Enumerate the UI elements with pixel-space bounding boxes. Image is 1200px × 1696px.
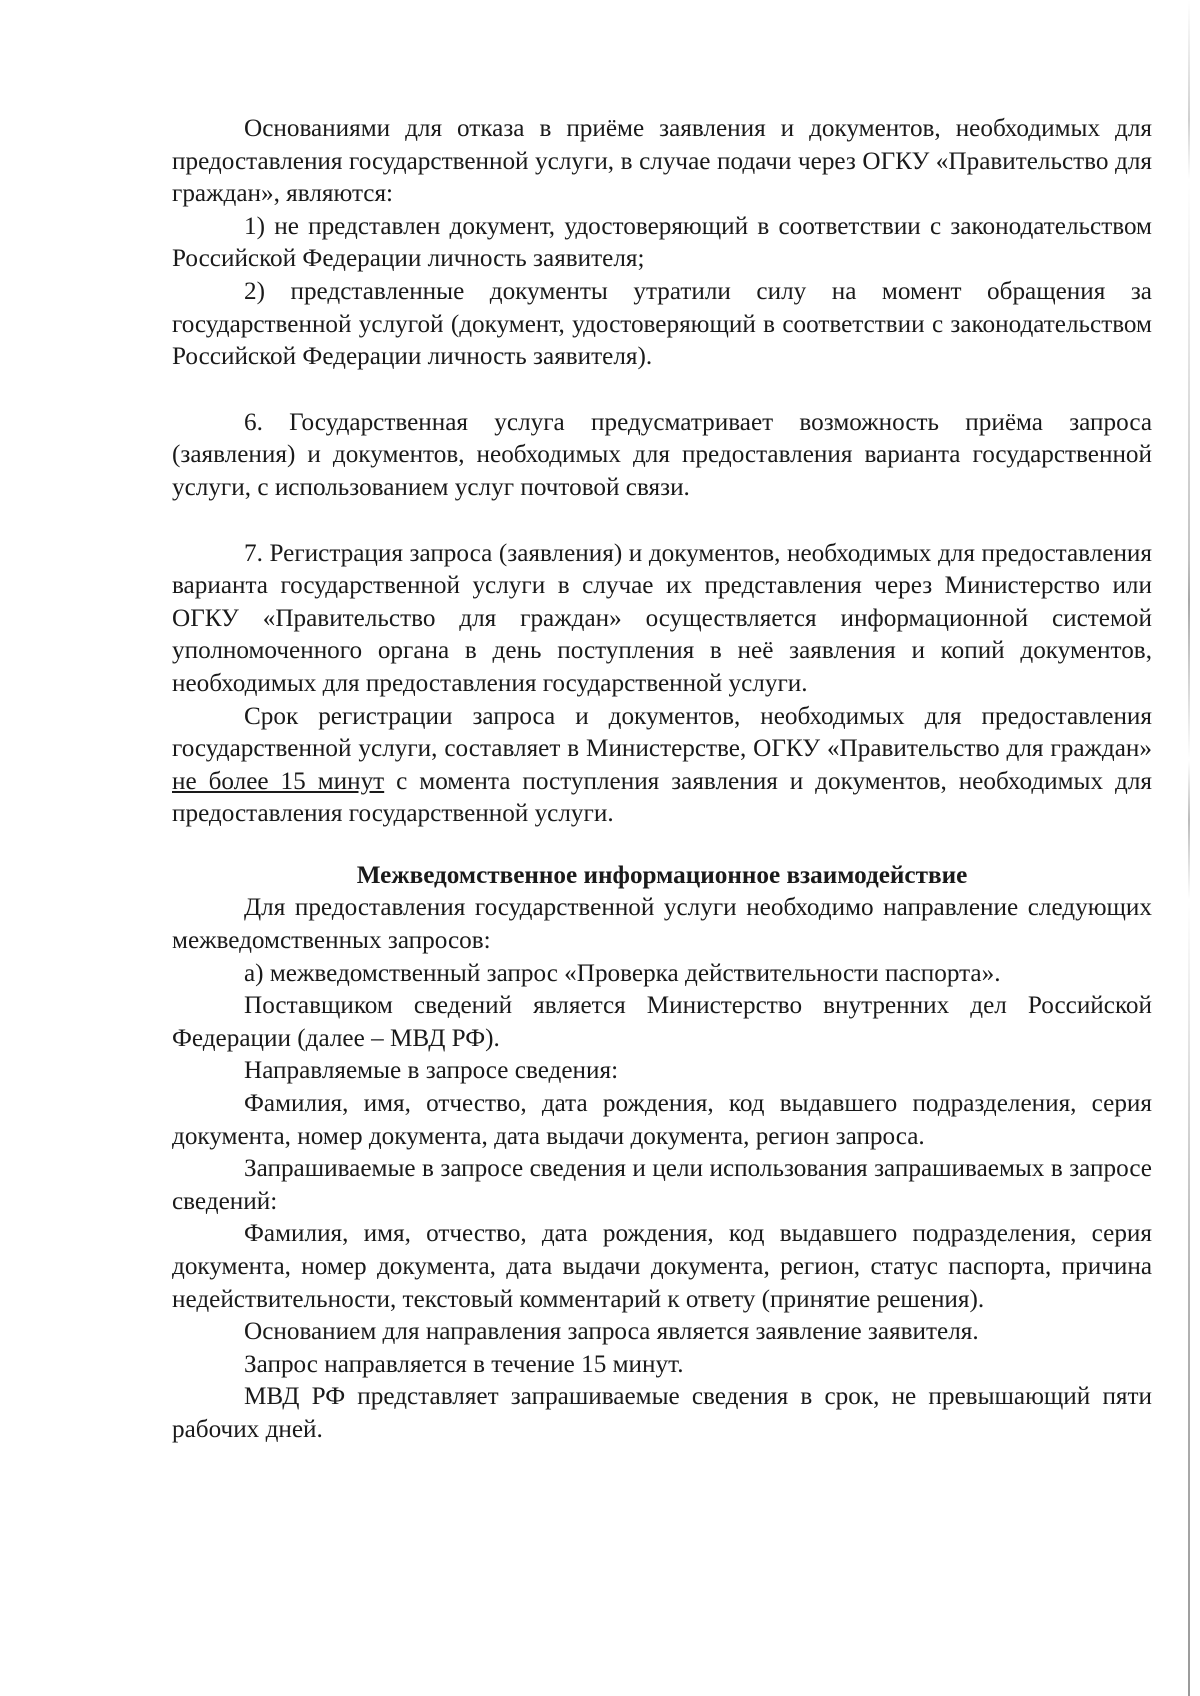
paragraph-request-a: а) межведомственный запрос «Проверка действительности паспорта». [244,959,1001,987]
paragraph-sent-data-label: Направляемые в запросе сведения: [244,1057,619,1085]
paragraph-sent-data: Фамилия, имя, отчество, дата рождения, код выдавшего подразделения, серия документа, номер документа, дата выдачи документа, регион запроса. [172,1090,1152,1150]
registration-term-end: с момента поступления заявления и документов, необходимых для предоставления государственной услуги. [172,767,1152,828]
paragraph-section-6: 6. Государственная услуга предусматривает возможность приёма запроса (заявления) и документов, необходимых для предоставления варианта государственной услуги, с использованием услуг почтовой связи. [172,408,1152,501]
paragraph-requested-data-label: Запрашиваемые в запросе сведения и цели использования запрашиваемых в запросе сведений: [172,1155,1152,1215]
paragraph-data-provider: Поставщиком сведений является Министерство внутренних дел Российской Федерации (далее – МВД РФ). [172,992,1152,1052]
paragraph-refusal-item-1: 1) не представлен документ, удостоверяющий в соответствии с законодательством Российской Федерации личность заявителя; [172,212,1152,273]
document-body [172,113,1152,1447]
paragraph-request-basis: Основанием для направления запроса является заявление заявителя. [244,1318,979,1346]
paragraph-registration-term [172,701,1152,831]
paragraph-request-timing: Запрос направляется в течение 15 минут. [244,1350,684,1378]
paragraph-interagency-requests: Для предоставления государственной услуги необходимо направление следующих межведомственных запросов: [172,894,1152,955]
paragraph-requested-data: Фамилия, имя, отчество, дата рождения, код выдавшего подразделения, серия документа, номер документа, дата выдачи документа, регион, статус паспорта, причина недействительности, текстовый комментарий к ответу (принятие решения). [172,1220,1152,1313]
paragraph-section-7: 7. Регистрация запроса (заявления) и документов, необходимых для предоставления варианта государственной услуги в случае их представления через Министерство или ОГКУ «Правительство для граждан» осуществляется информационной системой уполномоченного органа в день поступления в неё заявления и копий документов, необходимых для предоставления государственной услуги. [172,539,1152,697]
paragraph-response-term: МВД РФ представляет запрашиваемые сведения в срок, не превышающий пяти рабочих дней. [172,1383,1152,1443]
paragraph-refusal-item-2: 2) представленные документы утратили силу на момент обращения за государственной услугой (документ, удостоверяющий в соответствии с законодательством Российской Федерации личность заявителя). [172,277,1152,371]
registration-term-limit: не более 15 минут [172,767,385,795]
section-heading: Межведомственное информационное взаимодействие [356,861,968,889]
paragraph-refusal-grounds: Основаниями для отказа в приёме заявления и документов, необходимых для предоставления государственной услуги, в случае подачи через ОГКУ «Правительство для граждан», являются: [172,115,1152,208]
scan-edge [1188,0,1190,1696]
registration-term-start: Срок регистрации запроса и документов, необходимых для предоставления государственной услуги, составляет в Министерстве, ОГКУ «Правительство для граждан» [172,702,1152,763]
